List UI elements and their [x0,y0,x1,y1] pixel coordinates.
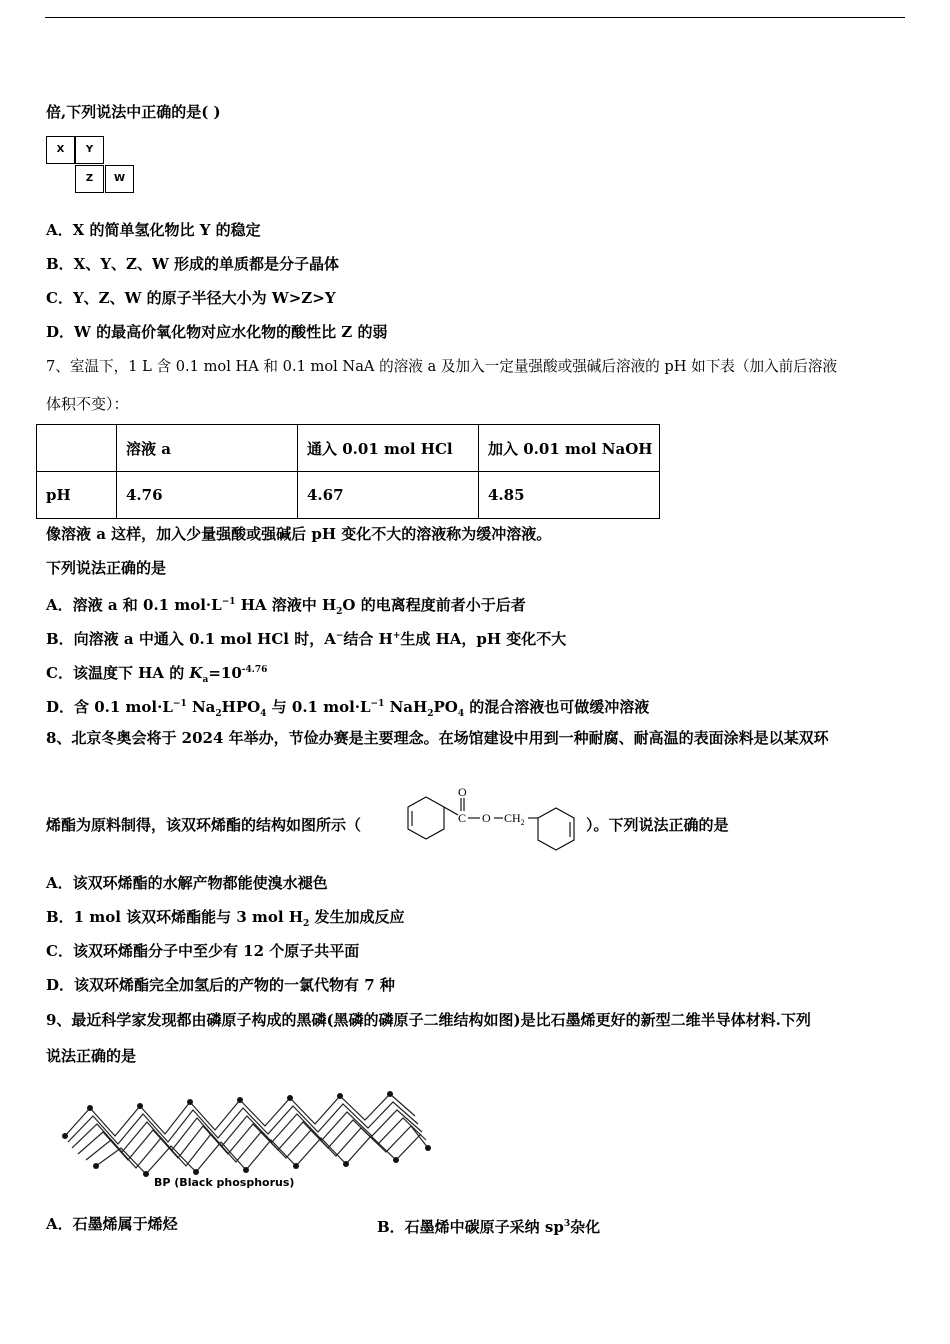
q8-option-d: D．该双环烯酯完全加氢后的产物的一氯代物有 7 种 [46,976,395,994]
q7-stem-line2: 体积不变）： [46,395,129,413]
q7-note: 像溶液 a 这样，加入少量强酸或强碱后 pH 变化不大的溶液称为缓冲溶液。 [46,525,552,543]
q8-stem-line1: 8、北京冬奥会将于 2024 年举办，节俭办赛是主要理念。在场馆建设中用到一种耐腐、耐高温的表面涂料是以某双环 [46,729,829,747]
q9-stem-line1: 9、最近科学家发现都由磷原子构成的黑磷(黑磷的磷原子二维结构如图)是比石墨烯更好的新型二维半导体材料.下列 [46,1011,811,1029]
ch2-label: $CH_2$ [504,811,525,827]
q8-option-b: B．1 mol 该双环烯酯能与 3 mol $H_2$ 发生加成反应 [46,908,405,929]
grid-cell-z: Z [75,165,104,193]
grid-cell-y: Y [75,136,104,164]
q8-option-c: C．该双环烯酯分子中至少有 12 个原子共平面 [46,942,360,960]
table-row [37,472,660,519]
q6-option-d: D．W 的最高价氧化物对应水化物的酸性比 Z 的弱 [46,323,388,341]
grid-cell-w: W [105,165,134,193]
carbonyl-o-label: O [458,785,467,799]
q6-option-a: A．X 的简单氢化物比 Y 的稳定 [46,221,261,239]
table-cell: pH [37,472,117,519]
q8-option-a: A．该双环烯酯的水解产物都能使溴水褪色 [46,874,328,892]
table-cell: 4.76 [117,472,298,519]
q7-option-b: B．向溶液 a 中通入 0.1 mol HCl 时，A−结合 H+生成 HA，pH 变化不大 [46,630,567,648]
q9-option-a: A．石墨烯属于烯烃 [46,1215,178,1233]
q7-option-c: C．该温度下 HA 的 $K_a=10^{-4.76}$ [46,664,268,685]
q7-stem-line1: 7、室温下，1 L 含 0.1 mol HA 和 0.1 mol NaA 的溶液 a 及加入一定量强酸或强碱后溶液的 pH 如下表（加入前后溶液 [46,358,838,375]
grid-cell-x: X [46,136,75,164]
table-cell: 溶液 a [117,425,298,472]
q6-option-c: C．Y、Z、W 的原子半径大小为 W>Z>Y [46,289,336,307]
q8-stem-line2-pre: 烯酯为原料制得，该双环烯酯的结构如图所示（ [46,816,362,834]
q6-option-b: B．X、Y、Z、W 形成的单质都是分子晶体 [46,255,340,273]
q7-ask: 下列说法正确的是 [46,559,167,577]
table-cell: 4.67 [298,472,479,519]
table-cell: 通入 0.01 mol HCl [298,425,479,472]
table-cell: 4.85 [479,472,660,519]
bicyclic-ester-structure [398,784,584,856]
ph-table [36,424,660,519]
header-rule [45,17,905,18]
table-cell [37,425,117,472]
table-cell: 加入 0.01 mol NaOH [479,425,660,472]
table-header-row [37,425,660,472]
q9-option-b: B．石墨烯中碳原子采纳 $sp^3$杂化 [377,1218,601,1236]
carbon-label: C [458,811,467,825]
black-phosphorus-figure [60,1078,432,1192]
q7-option-a: A．溶液 a 和 0.1 $mol\cdot L^{-1}$ HA 溶液中 $H_2O$ 的电离程度前者小于后者 [46,596,526,617]
q7-option-d: D．含 0.1 $mol\cdot L^{-1}$ $Na_2HPO_4$ 与 0.1 $mol\cdot L^{-1}$ $NaH_2PO_4$ 的混合溶液也可做缓冲溶液 [46,698,650,719]
q6-stem-tail: 倍,下列说法中正确的是( ) [46,103,221,121]
q9-stem-line2: 说法正确的是 [46,1047,137,1065]
figure-caption: BP (Black phosphorus) [154,1176,295,1189]
ester-o-label: O [482,811,491,825]
q8-stem-line2-post: ）。下列说法正确的是 [586,816,729,834]
